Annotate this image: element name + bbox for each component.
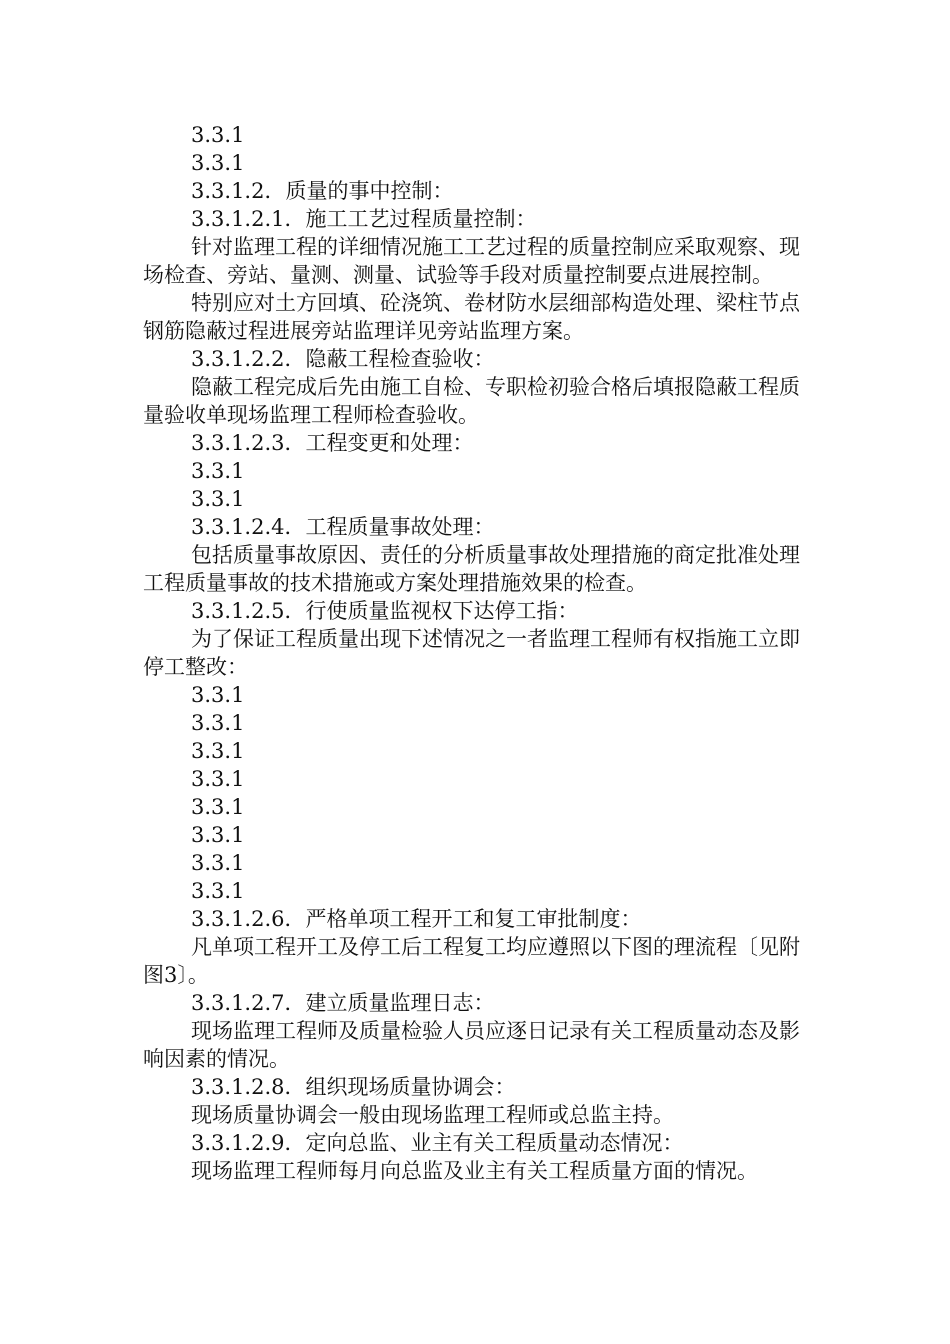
text-line: 3.3.1 <box>191 823 245 847</box>
paragraph: 为了保证工程质量出现下述情况之一者监理工程师有权指施工立即停工整改： <box>143 627 800 679</box>
text-line: 3.3.1 <box>191 711 245 735</box>
text-line: 3.3.1 <box>191 459 245 483</box>
paragraph: 现场质量协调会一般由现场监理工程师或总监主持。 <box>191 1103 674 1127</box>
text-line: 3.3.1 <box>191 151 245 175</box>
text-line: 3.3.1 <box>191 683 245 707</box>
text-line: 3.3.1 <box>191 739 245 763</box>
subsection-heading: 3.3.1.2.9．定向总监、业主有关工程质量动态情况： <box>191 1131 684 1155</box>
paragraph: 凡单项工程开工及停工后工程复工均应遵照以下图的理流程〔见附图3〕。 <box>143 935 800 987</box>
text-line: 3.3.1 <box>191 851 245 875</box>
section-heading: 3.3.1.2．质量的事中控制： <box>191 179 454 203</box>
subsection-heading: 3.3.1.2.5．行使质量监视权下达停工指： <box>191 599 579 623</box>
paragraph: 针对监理工程的详细情况施工工艺过程的质量控制应采取观察、现场检查、旁站、量测、测量、试验等手段对质量控制要点进展控制。 <box>143 235 800 287</box>
subsection-heading: 3.3.1.2.8．组织现场质量协调会： <box>191 1075 516 1099</box>
subsection-heading: 3.3.1.2.4．工程质量事故处理： <box>191 515 495 539</box>
subsection-heading: 3.3.1.2.2．隐蔽工程检查验收： <box>191 347 495 371</box>
subsection-heading: 3.3.1.2.7．建立质量监理日志： <box>191 991 495 1015</box>
subsection-heading: 3.3.1.2.1．施工工艺过程质量控制： <box>191 207 537 231</box>
text-line: 3.3.1 <box>191 795 245 819</box>
text-line: 3.3.1 <box>191 767 245 791</box>
paragraph: 现场监理工程师及质量检验人员应逐日记录有关工程质量动态及影响因素的情况。 <box>143 1019 800 1071</box>
text-line: 3.3.1 <box>191 123 245 147</box>
document-body <box>143 121 813 1185</box>
paragraph: 包括质量事故原因、责任的分析质量事故处理措施的商定批准处理工程质量事故的技术措施或方案处理措施效果的检查。 <box>143 543 800 595</box>
paragraph: 特别应对土方回填、砼浇筑、卷材防水层细部构造处理、梁柱节点钢筋隐蔽过程进展旁站监理详见旁站监理方案。 <box>143 291 800 343</box>
paragraph: 隐蔽工程完成后先由施工自检、专职检初验合格后填报隐蔽工程质量验收单现场监理工程师检查验收。 <box>143 375 800 427</box>
text-line: 3.3.1 <box>191 879 245 903</box>
paragraph: 现场监理工程师每月向总监及业主有关工程质量方面的情况。 <box>191 1159 758 1183</box>
subsection-heading: 3.3.1.2.6．严格单项工程开工和复工审批制度： <box>191 907 642 931</box>
subsection-heading: 3.3.1.2.3．工程变更和处理： <box>191 431 474 455</box>
text-line: 3.3.1 <box>191 487 245 511</box>
